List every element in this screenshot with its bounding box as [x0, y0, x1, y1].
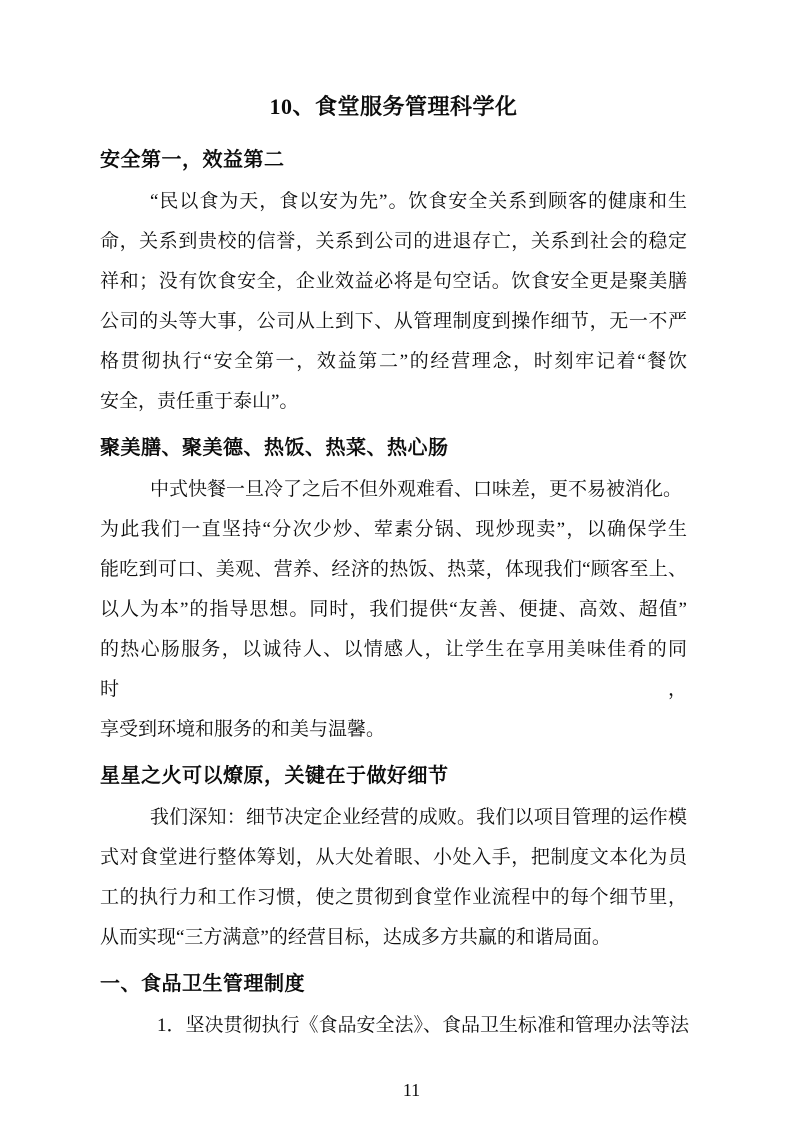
section-food-hygiene-rules [100, 964, 690, 1046]
page-number: 11 [402, 1080, 421, 1100]
section-heading-hot-meals: 聚美膳、聚美德、热饭、热菜、热心肠 [100, 437, 449, 459]
paragraph-line: 为此我们一直坚持“分次少炒、荤素分锅、现炒现卖”，以确保学生 [100, 519, 687, 540]
paragraph-line: 祥和；没有饮食安全，企业效益必将是句空话。饮食安全更是聚美膳 [100, 271, 687, 292]
paragraph-line: 享受到环境和服务的和美与温馨。 [100, 719, 386, 740]
paragraph-line: 的热心肠服务，以诚待人、以情感人，让学生在享用美味佳肴的同时， [100, 639, 687, 700]
paragraph-line: 安全，责任重于泰山”。 [100, 391, 299, 412]
paragraph-line: 我们深知：细节决定企业经营的成败。我们以项目管理的运作模 [150, 807, 687, 828]
section-hot-meals [100, 428, 687, 750]
section-safety-first [100, 140, 687, 422]
paragraph-line: 格贯彻执行“安全第一，效益第二”的经营理念，时刻牢记着“餐饮 [100, 351, 687, 372]
section-details-matter [100, 756, 687, 958]
paragraph-line: 从而实现“三方满意”的经营目标，达成多方共赢的和谐局面。 [100, 927, 611, 948]
paragraph-line: 能吃到可口、美观、营养、经济的热饭、热菜，体现我们“顾客至上、 [100, 559, 687, 580]
paragraph-line: 命，关系到贵校的信誉，关系到公司的进退存亡，关系到社会的稳定 [100, 231, 687, 252]
paragraph-line: 中式快餐一旦冷了之后不但外观难看、口味差，更不易被消化。 [150, 479, 683, 500]
document-title: 10、食堂服务管理科学化 [269, 94, 518, 119]
paragraph-line: 式对食堂进行整体筹划，从大处着眼、小处入手，把制度文本化为员 [100, 847, 687, 868]
paragraph-line: 公司的头等大事，公司从上到下、从管理制度到操作细节，无一不严 [100, 311, 687, 332]
section-heading-details-matter: 星星之火可以燎原，关键在于做好细节 [100, 765, 449, 787]
paragraph-line: “民以食为天，食以安为先”。饮食安全关系到顾客的健康和生 [150, 191, 687, 212]
section-heading-safety-first: 安全第一，效益第二 [100, 149, 285, 171]
section-heading-food-hygiene-rules: 一、食品卫生管理制度 [100, 973, 305, 995]
paragraph-line: 以人为本”的指导思想。同时，我们提供“友善、便捷、高效、超值” [100, 599, 687, 620]
paragraph-line: 工的执行力和工作习惯，使之贯彻到食堂作业流程中的每个细节里， [100, 887, 687, 908]
paragraph-line: 1．坚决贯彻执行《食品安全法》、食品卫生标准和管理办法等法 [157, 1015, 690, 1036]
